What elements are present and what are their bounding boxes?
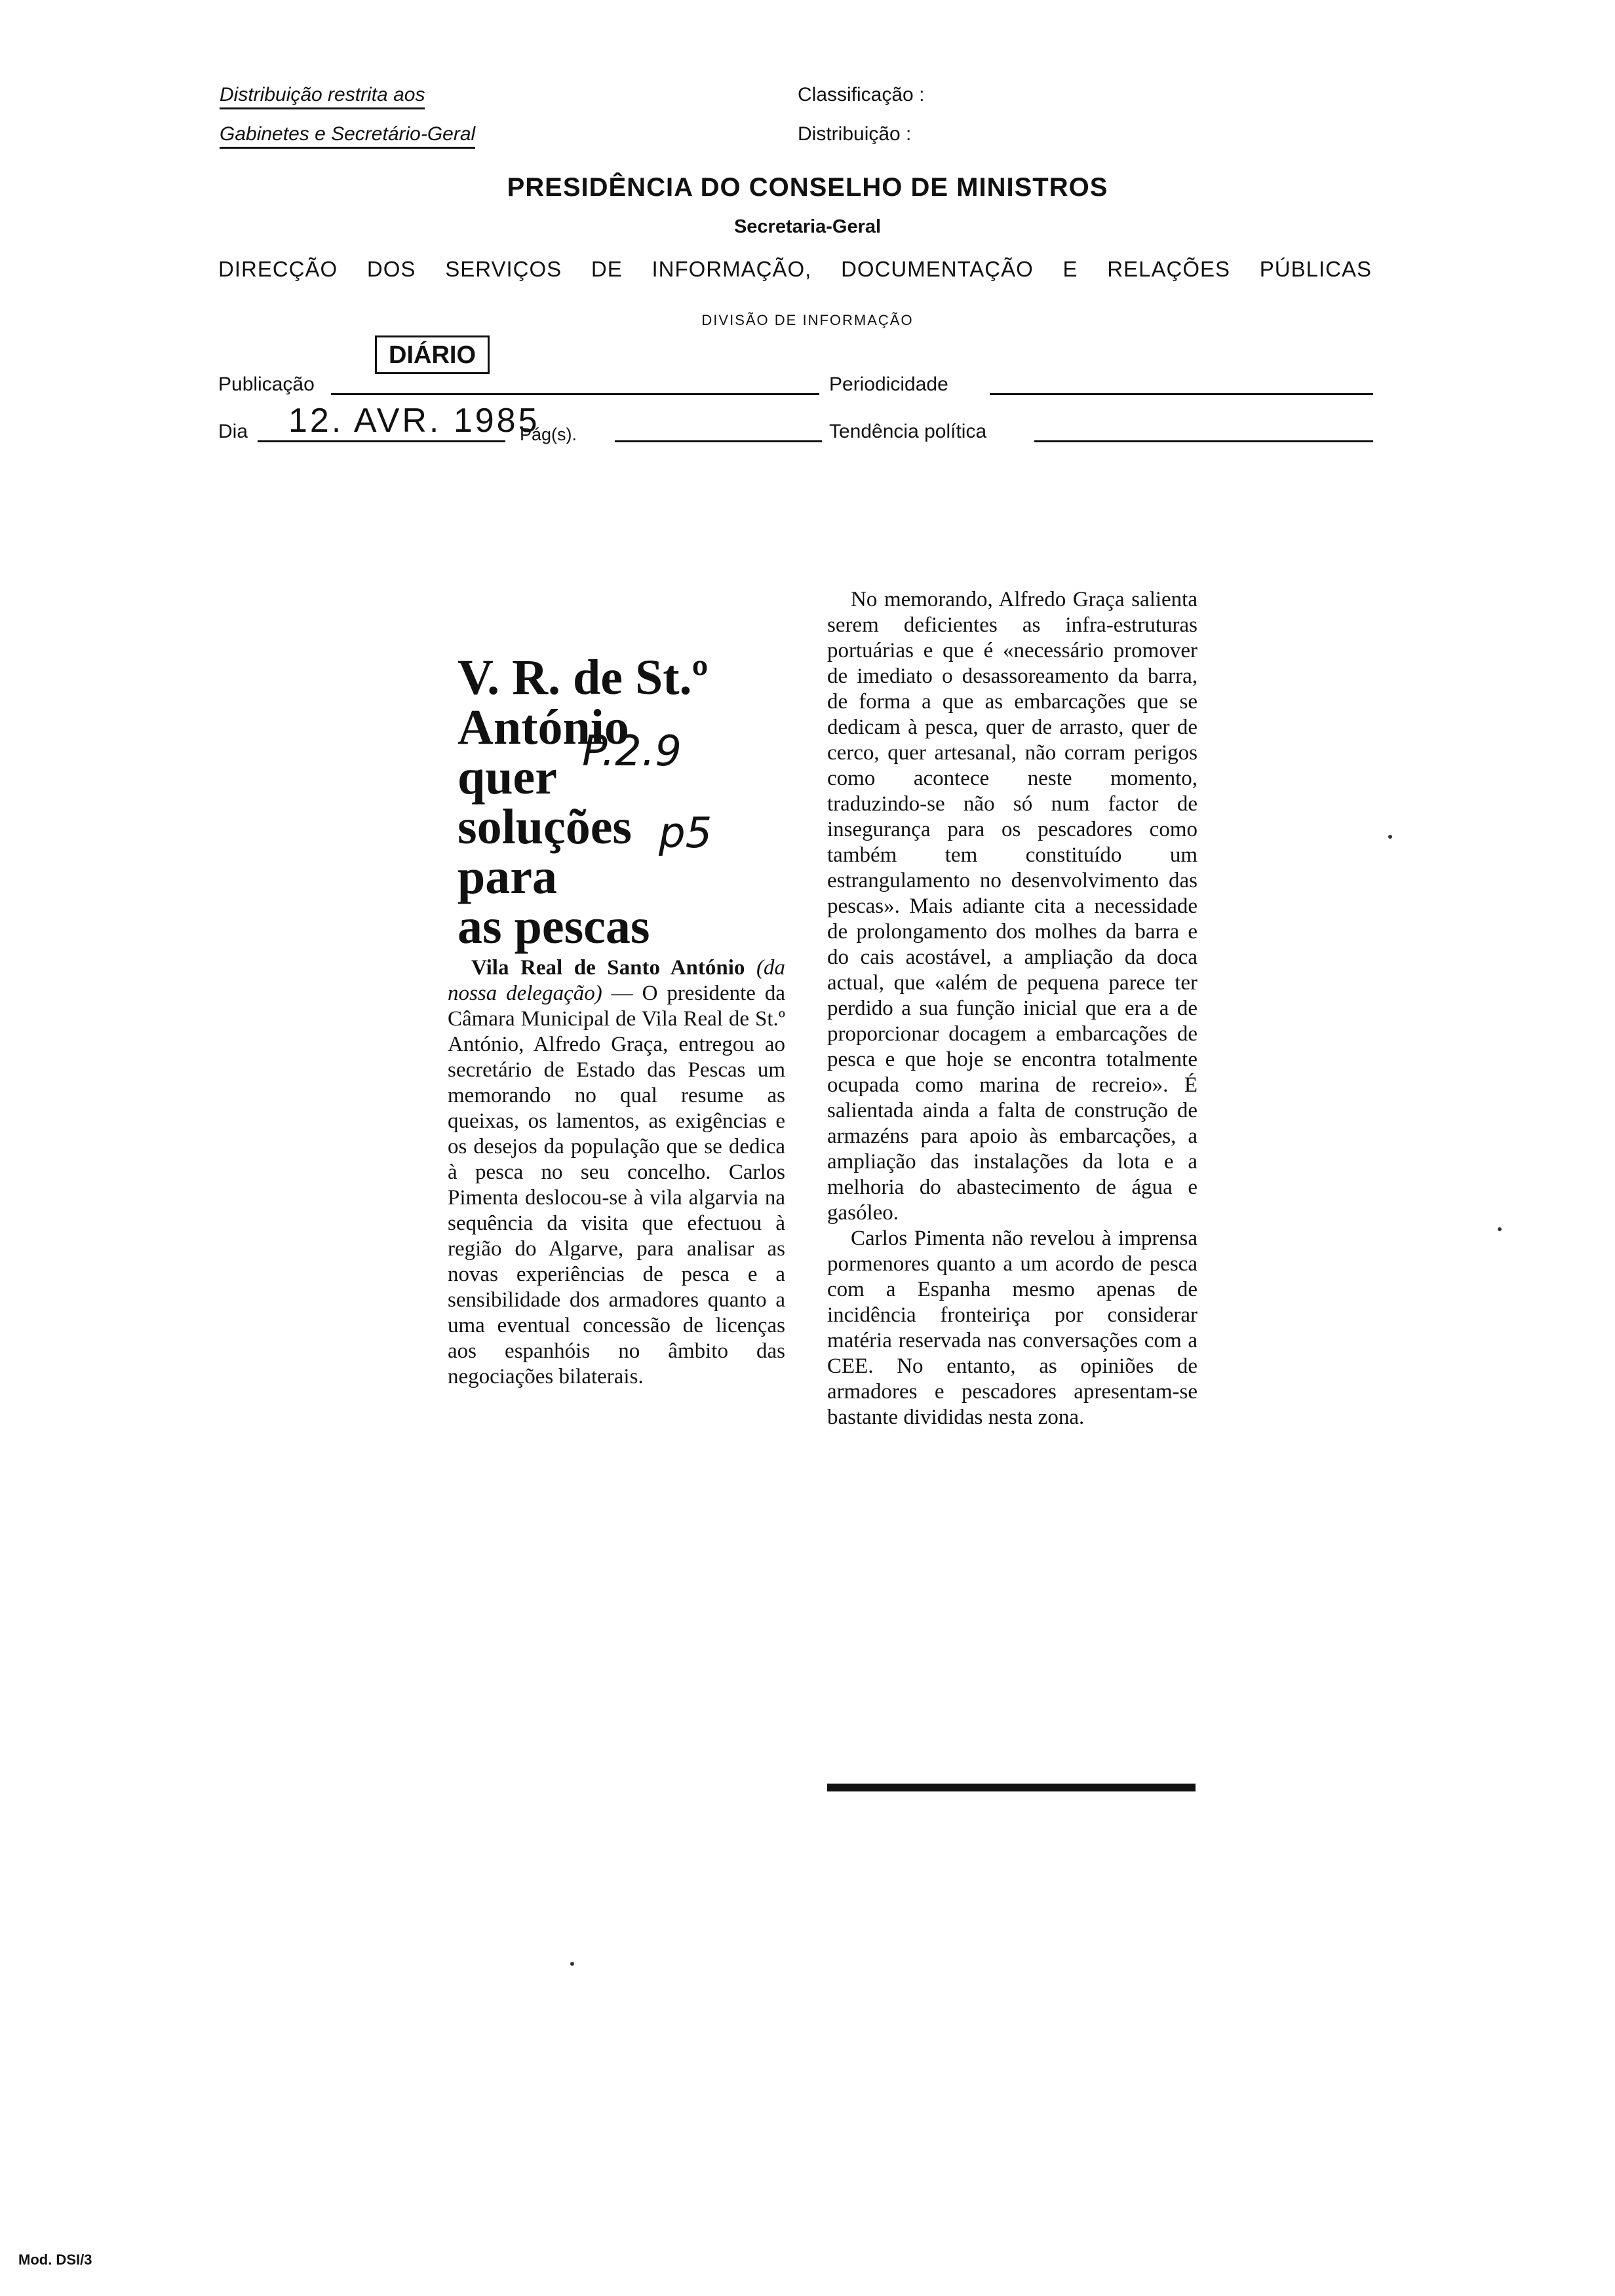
restriction-line-1: Distribuição restrita aos [220,84,425,109]
presidencia-title: PRESIDÊNCIA DO CONSELHO DE MINISTROS [507,173,1108,202]
article-column-2 [827,587,1197,1430]
headline-line: soluções [457,799,632,854]
publicacao-stamp: DIÁRIO [375,335,490,374]
headline-line: António [457,700,629,755]
pags-label: Pág(s). [520,425,577,444]
distribuicao-label: Distribuição : [798,123,912,145]
handwritten-note-2: p5 [659,809,712,858]
scan-speck [570,1962,574,1966]
dia-label: Dia [218,421,248,442]
headline-line: quer [457,750,557,805]
lead-delegation: (da nossa delegação) [448,956,786,1005]
headline-line: V. R. de St.º [457,650,709,705]
classificacao-label: Classificação : [798,84,925,105]
column-2-paragraph-1: No memorando, Alfredo Graça salienta serem deficientes as infra-estruturas portuárias e que é «necessário promover de imediato o desassoreamento da barra, de forma a que as embarcações que se dedicam à pesca, quer de arrasto, quer de cerco, quer artesanal, não corram perigos como acontece neste momento, traduzindo-se não só num factor de insegurança para os pescadores como também tem constituído um estrangulamento no desenvolvimento das pescas». Mais adiante cita a necessidade de prolongamento dos molhes da barra e do cais acostável, a ampliação da doca actual, que «além de pequena parece ter perdido a sua função inicial que era a de proporcionar docagem a embarcações de pesca e que hoje se encontra totalmente ocupada como marina de recreio». É salientada ainda a falta de construção de armazéns para apoio às embarcações, a ampliação das instalações da lota e a melhoria do abastecimento de água e gasóleo. [827,588,1197,1225]
column-1-text: — O presidente da Câmara Municipal de Vila Real de St.º António, Alfredo Graça, entregou ao secretário de Estado das Pescas um memorando no qual resume as queixas, os lamentos, as exigências e os desejos da população que se dedica à pesca no seu concelho. Carlos Pimenta deslocou-se à vila algarvia na sequência da visita que efectuou à região do Algarve, para analisar as novas experiências de pesca e a sensibilidade dos armadores quanto a uma eventual concessão de licenças aos espanhóis no âmbito das negociações bilaterais. [448,982,785,1388]
divisao-subtitle: DIVISÃO DE INFORMAÇÃO [701,312,914,328]
publicacao-line [331,393,819,395]
headline-line: as pescas [457,899,650,954]
scan-speck [1388,835,1392,839]
secretaria-subtitle: Secretaria-Geral [733,216,882,237]
lead-location: Vila Real de Santo António [471,956,745,980]
publicacao-label: Publicação [218,373,315,395]
restriction-line-2: Gabinetes e Secretário-Geral [220,123,475,149]
column-2-paragraph-2: Carlos Pimenta não revelou à imprensa pormenores quanto a um acordo de pesca com a Espanha mesmo apenas de incidência fronteiriça por considerar matéria reservada nas conversações com a CEE. No entanto, as opiniões de armadores e pescadores apresentam-se bastante divididas nesta zona. [827,1227,1197,1429]
article-headline [457,650,733,954]
tendencia-line [1034,440,1373,442]
direccao-title: DIRECÇÃO DOS SERVIÇOS DE INFORMAÇÃO, DOCUMENTAÇÃO E RELAÇÕES PÚBLICAS [218,257,1372,281]
periodicidade-line [990,393,1373,395]
scan-speck [1498,1227,1502,1231]
handwritten-note-1: P.2.9 [582,727,682,776]
tendencia-label: Tendência política [829,421,987,442]
pags-line [615,440,822,442]
model-code: Mod. DSI/3 [18,2251,92,2268]
dia-line [258,440,505,442]
article-column-1 [448,955,785,1390]
article-end-rule [827,1784,1196,1791]
headline-line: para [457,849,557,904]
periodicidade-label: Periodicidade [829,373,948,395]
dia-stamp: 12. AVR. 1985 [288,402,540,440]
